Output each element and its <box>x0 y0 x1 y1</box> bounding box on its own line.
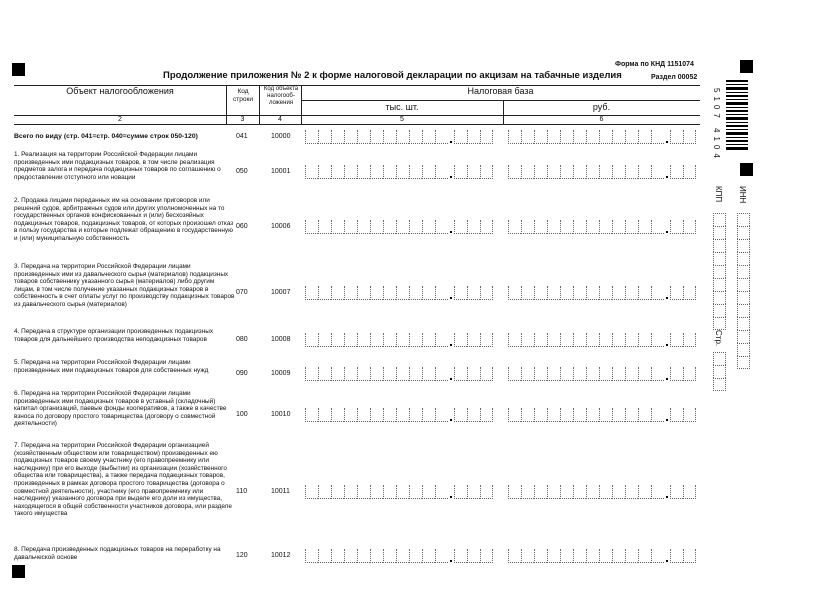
inn-cells[interactable] <box>737 213 750 369</box>
inn-label: ИНН <box>738 186 747 204</box>
kpp-label: КПП <box>714 186 723 203</box>
row-label: Всего по виду (стр. 041=стр. 040=сумме строк 050-120) <box>14 133 198 140</box>
row-line-code: 110 <box>236 488 248 495</box>
rubles-input[interactable] <box>508 130 696 144</box>
thousand-units-input[interactable] <box>305 130 493 144</box>
header-row-code: Код строки <box>233 88 253 103</box>
col-number: 4 <box>278 116 282 123</box>
rubles-input[interactable] <box>508 367 696 381</box>
thousand-units-input[interactable] <box>305 549 493 563</box>
row-label: 4. Передача в структуре организации произведенных подакцизных товаров для дальнейшего производства неподакцизных товаров <box>14 328 214 343</box>
page-cells[interactable] <box>713 352 726 391</box>
row-line-code: 060 <box>236 223 248 230</box>
rubles-input[interactable] <box>508 549 696 563</box>
row-object-code: 10007 <box>271 289 291 296</box>
row-label: 1. Реализация на территории Российской Федерации лицами произведенных ими подакцизных товаров, в том числе реализация предметов залога и передача подакцизных товаров по соглашению о предоставлении отступного или новации <box>14 151 221 181</box>
rubles-input[interactable] <box>508 165 696 179</box>
barcode <box>726 80 748 150</box>
header-tax-base: Налоговая база <box>467 86 534 96</box>
row-line-code: 070 <box>236 289 248 296</box>
rubles-input[interactable] <box>508 485 696 499</box>
corner-marker-top-right <box>740 60 753 73</box>
rubles-input[interactable] <box>508 408 696 422</box>
row-object-code: 10012 <box>271 552 291 559</box>
thousand-units-input[interactable] <box>305 286 493 300</box>
row-object-code: 10009 <box>271 370 291 377</box>
row-line-code: 041 <box>236 133 248 140</box>
row-line-code: 050 <box>236 168 248 175</box>
row-object-code: 10000 <box>271 133 291 140</box>
row-label: 2. Продажа лицами переданных им на основании приговоров или решений судов, арбитражных судов или других уполномоченных на то государственных органов конфискованных и (или) бесхозяйных подакцизных товаров, подакцизных товаров, от которых произошел отказ в пользу государства и которые подлежат обращению в государственную и (или) муниципальную собственность <box>14 197 234 242</box>
row-label: 5. Передача на территории Российской Федерации лицами произведенных ими подакцизных товаров для собственных нужд <box>14 359 209 374</box>
form-knd: Форма по КНД 1151074 <box>615 61 694 68</box>
col-number: 3 <box>240 116 245 123</box>
corner-marker-mid-right <box>740 163 753 176</box>
row-line-code: 120 <box>236 552 248 559</box>
section-code: Раздел 00052 <box>651 74 698 81</box>
col-number: 6 <box>599 116 604 123</box>
row-label: 7. Передача на территории Российской Федерации организацией (хозяйственным обществом или товариществом) произведенных ею подакцизных товаров своему участнику (его правопреемнику или наследнику) при его выходе (выбытии) из организации (хозяйственного общества или товарищества), а также передача подакцизных товаров, произведенных в рамках договора простого товарищества (договора о совместной деятельности), участнику (его правопреемнику или наследнику) указанного договора при выделе его доли из имущества, находящегося в общей собственности участников договора, или разделе такого имущества <box>14 442 232 518</box>
col-number: 5 <box>400 116 404 123</box>
header-rubles: руб. <box>592 102 611 112</box>
thousand-units-input[interactable] <box>305 165 493 179</box>
thousand-units-input[interactable] <box>305 367 493 381</box>
header-thousand-units: тыс. шт. <box>385 102 419 112</box>
thousand-units-input[interactable] <box>305 333 493 347</box>
row-object-code: 10011 <box>271 488 290 495</box>
row-object-code: 10001 <box>271 168 291 175</box>
table-subheader-line <box>301 100 700 101</box>
row-label: 6. Передача на территории Российской Федерации лицами произведенных ими подакцизных товаров в уставный (складочный) капитал организаций, паевые фонды кооперативов, а также в качестве взноса по договору простого товарищества (договору о совместной деятельности) <box>14 390 227 428</box>
kpp-cells[interactable] <box>713 213 726 330</box>
row-object-code: 10008 <box>271 336 291 343</box>
col-number: 2 <box>118 116 122 123</box>
row-line-code: 100 <box>236 411 248 418</box>
barcode-number: 5107 4104 <box>712 88 721 162</box>
row-object-code: 10010 <box>271 411 291 418</box>
row-label: 8. Передача произведенных подакцизных товаров на переработку на давальческой основе <box>14 546 221 561</box>
page-label: Стр. <box>714 330 723 347</box>
thousand-units-input[interactable] <box>305 220 493 234</box>
rubles-input[interactable] <box>508 220 696 234</box>
row-object-code: 10006 <box>271 223 291 230</box>
corner-marker-bottom-left <box>12 565 25 578</box>
row-line-code: 090 <box>236 370 248 377</box>
row-label: 3. Передача на территории Российской Федерации лицами произведенных ими из давальческого сырья (материалов) подакцизных товаров собственнику указанного сырья (материалов) либо другим лицам, в том числе получение указанных подакцизных товаров в собственность в счет оплаты услуг по производству подакцизных товаров из давальческого сырья (материалов) <box>14 263 235 308</box>
rubles-input[interactable] <box>508 333 696 347</box>
thousand-units-input[interactable] <box>305 408 493 422</box>
header-object: Объект налогообложения <box>66 86 174 96</box>
page-title: Продолжение приложения № 2 к форме налоговой декларации по акцизам на табачные изделия <box>163 70 622 81</box>
header-object-code: Код объекта налогооб-ложения <box>263 86 299 106</box>
thousand-units-input[interactable] <box>305 485 493 499</box>
table-colnum-bottom <box>14 124 700 125</box>
row-line-code: 080 <box>236 336 248 343</box>
rubles-input[interactable] <box>508 286 696 300</box>
corner-marker-top-left <box>12 63 25 76</box>
